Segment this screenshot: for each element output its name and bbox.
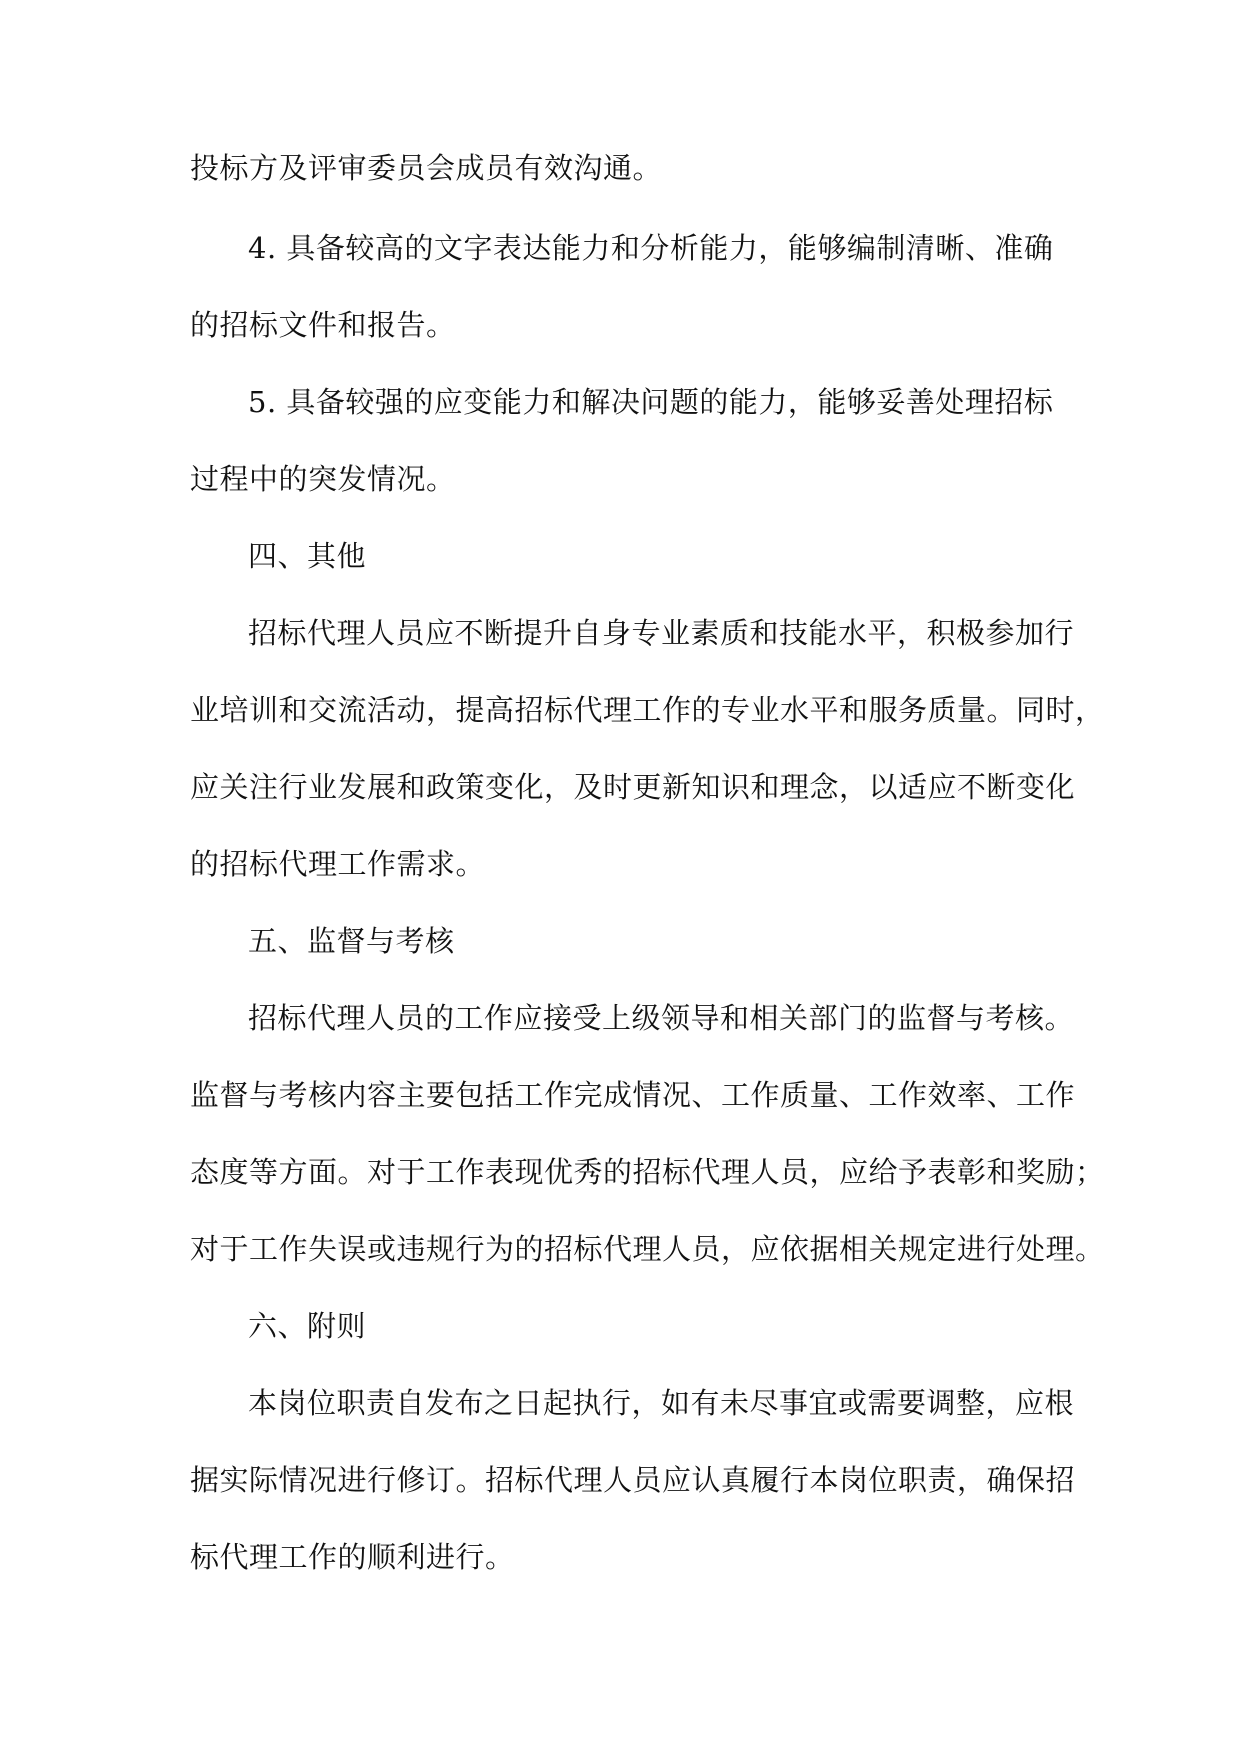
paragraph-line: 招标代理人员的工作应接受上级领导和相关部门的监督与考核。 xyxy=(248,1001,1075,1035)
paragraph-line: 的招标文件和报告。 xyxy=(190,308,456,342)
paragraph-line: 过程中的突发情况。 xyxy=(190,462,456,496)
section-heading-other: 四、其他 xyxy=(248,539,367,573)
paragraph-line: 监督与考核内容主要包括工作完成情况、工作质量、工作效率、工作 xyxy=(190,1078,1076,1112)
paragraph-line: 据实际情况进行修订。招标代理人员应认真履行本岗位职责，确保招 xyxy=(190,1463,1076,1497)
paragraph-line: 的招标代理工作需求。 xyxy=(190,847,486,881)
list-item-5: 5. 具备较强的应变能力和解决问题的能力，能够妥善处理招标 xyxy=(248,385,1054,419)
paragraph-line: 投标方及评审委员会成员有效沟通。 xyxy=(190,151,663,185)
paragraph-line: 业培训和交流活动，提高招标代理工作的专业水平和服务质量。同时， xyxy=(190,693,1105,727)
list-item-4: 4. 具备较高的文字表达能力和分析能力，能够编制清晰、准确 xyxy=(248,231,1054,265)
paragraph-line: 应关注行业发展和政策变化，及时更新知识和理念，以适应不断变化 xyxy=(190,770,1076,804)
paragraph-line: 本岗位职责自发布之日起执行，如有未尽事宜或需要调整，应根 xyxy=(248,1386,1075,1420)
paragraph-line: 态度等方面。对于工作表现优秀的招标代理人员，应给予表彰和奖励； xyxy=(190,1155,1105,1189)
paragraph-line: 招标代理人员应不断提升自身专业素质和技能水平，积极参加行 xyxy=(248,616,1075,650)
paragraph-line: 对于工作失误或违规行为的招标代理人员，应依据相关规定进行处理。 xyxy=(190,1232,1105,1266)
paragraph-line: 标代理工作的顺利进行。 xyxy=(190,1540,515,1574)
section-heading-supervision: 五、监督与考核 xyxy=(248,924,455,958)
section-heading-appendix: 六、附则 xyxy=(248,1309,367,1343)
